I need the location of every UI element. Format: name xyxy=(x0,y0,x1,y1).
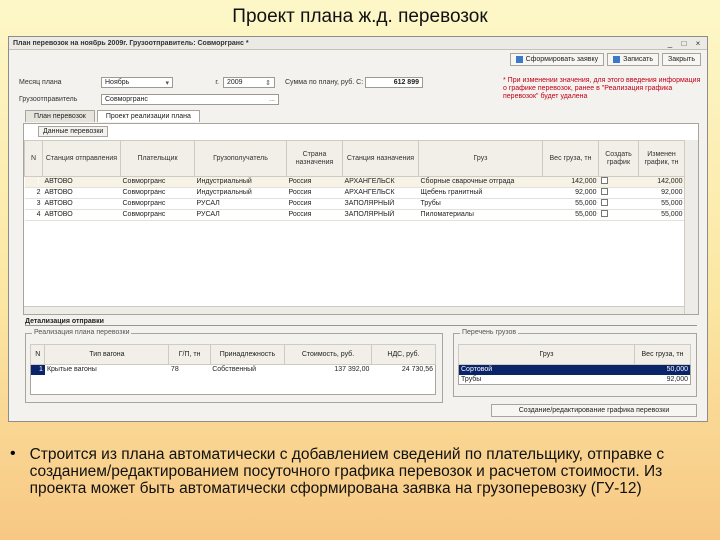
cell-create xyxy=(599,188,639,199)
realization-title: Реализация плана перевозки xyxy=(34,329,130,336)
window-titlebar xyxy=(9,37,707,50)
col-cost[interactable]: Стоимость, руб. xyxy=(285,345,372,365)
month-label: Месяц плана xyxy=(19,79,62,86)
col-from[interactable]: Станция отправления xyxy=(43,141,121,177)
cell-changed: 55,000 xyxy=(639,210,685,221)
row-number: 4 xyxy=(25,210,43,221)
col-cargo[interactable]: Груз xyxy=(419,141,543,177)
col-country[interactable]: Страна назначения xyxy=(287,141,343,177)
realization-group xyxy=(25,329,443,403)
table-row[interactable] xyxy=(31,365,436,375)
cell-country: Россия xyxy=(287,199,343,210)
cell-payer: Совморгранс xyxy=(121,199,195,210)
cell-from: АВТОВО xyxy=(43,210,121,221)
sum-value: 612 899 xyxy=(393,79,419,86)
row-number: 3 xyxy=(25,199,43,210)
bullet-icon: • xyxy=(10,445,16,462)
cell-consignee: Индустриальный xyxy=(195,177,287,188)
tab-bar xyxy=(25,110,200,122)
col-cargo[interactable]: Груз xyxy=(459,345,635,365)
month-select[interactable] xyxy=(101,77,173,88)
cell-to: АРХАНГЕЛЬСК xyxy=(343,177,419,188)
detail-label: Детализация отправки xyxy=(25,318,104,325)
year-value: 2009 xyxy=(227,79,243,86)
col-n[interactable]: N xyxy=(31,345,45,365)
cell-weight: 50,000 xyxy=(635,365,691,375)
form-order-button[interactable] xyxy=(510,53,605,66)
table-header xyxy=(25,141,685,177)
year-label: г. xyxy=(215,79,219,86)
sum-field[interactable] xyxy=(365,77,423,88)
create-schedule-button[interactable] xyxy=(491,404,697,417)
col-weight[interactable]: Вес груза, тн xyxy=(635,345,691,365)
cell-gp: 78 xyxy=(170,366,179,374)
col-vat[interactable]: НДС, руб. xyxy=(371,345,435,365)
divider xyxy=(25,325,697,326)
create-checkbox[interactable] xyxy=(601,177,608,184)
year-field[interactable] xyxy=(223,77,275,88)
col-changed[interactable]: Изменен график, тн xyxy=(639,141,685,177)
more-icon: ... xyxy=(269,96,275,103)
tab-project[interactable]: Проект реализации плана xyxy=(97,110,200,122)
cell-payer: Совморгранс xyxy=(121,177,195,188)
cell-cargo: Сортовой xyxy=(459,365,635,375)
create-schedule-label: Создание/редактирование графика перевозки xyxy=(518,407,670,414)
cell-consignee: РУСАЛ xyxy=(195,199,287,210)
cell-cargo: Трубы xyxy=(419,199,543,210)
col-consignee[interactable]: Грузополучатель xyxy=(195,141,287,177)
realization-table xyxy=(30,344,436,395)
save-button[interactable] xyxy=(607,53,659,66)
shipper-value: Совморгранс xyxy=(105,96,148,103)
month-value: Ноябрь xyxy=(105,79,130,86)
form-order-label: Сформировать заявку xyxy=(525,56,599,63)
table-row[interactable] xyxy=(25,210,685,221)
vertical-scrollbar[interactable] xyxy=(684,140,698,314)
toolbar xyxy=(510,53,701,66)
cell-changed: 142,000 xyxy=(639,177,685,188)
shipper-row xyxy=(19,94,279,105)
cell-to: ЗАПОЛЯРНЫЙ xyxy=(343,199,419,210)
cell-from: АВТОВО xyxy=(43,188,121,199)
table-row xyxy=(31,375,436,385)
cell-cargo: Трубы xyxy=(461,375,482,383)
cell-changed: 92,000 xyxy=(639,188,685,199)
shipper-label: Грузоотправитель xyxy=(19,96,78,103)
row-number: 1 xyxy=(25,177,43,188)
month-row xyxy=(19,77,423,88)
cell-weight: 92,000 xyxy=(666,375,688,383)
document-icon xyxy=(516,56,523,63)
cell-cargo: Пиломатериалы xyxy=(419,210,543,221)
cell-owner: Собственный xyxy=(212,366,257,374)
create-checkbox[interactable] xyxy=(601,199,608,206)
col-n[interactable]: N xyxy=(25,141,43,177)
cargo-group xyxy=(453,329,697,397)
cell-weight: 55,000 xyxy=(543,210,599,221)
close-window-button[interactable]: × xyxy=(695,38,701,48)
cell-country: Россия xyxy=(287,177,343,188)
row-number: 2 xyxy=(25,188,43,199)
chevron-down-icon: ▾ xyxy=(165,79,169,87)
plan-window xyxy=(8,36,708,422)
slide-title: Проект плана ж.д. перевозок xyxy=(232,6,488,27)
create-checkbox[interactable] xyxy=(601,188,608,195)
cell-weight: 55,000 xyxy=(543,199,599,210)
col-gp[interactable]: Г/П, тн xyxy=(169,345,210,365)
cell-consignee: Индустриальный xyxy=(195,188,287,199)
col-create[interactable]: Создать график xyxy=(599,141,639,177)
cell-weight: 92,000 xyxy=(543,188,599,199)
maximize-button[interactable]: □ xyxy=(681,38,687,48)
cell-cargo: Сборные сварочные отграда xyxy=(419,177,543,188)
sum-label: Сумма по плану, руб. С: xyxy=(285,79,364,86)
cell-from: АВТОВО xyxy=(43,199,121,210)
table-row[interactable] xyxy=(459,365,691,375)
save-icon xyxy=(613,56,620,63)
bullet-text: Строится из плана автоматически с добавлением сведений по плательщику, отправке с созданием/редактированием посуточного графика перевозок и расчетом стоимости. Из проекта может быть автоматически сформирована заявка на грузоперевозку (ГУ-12) xyxy=(29,446,665,497)
table-row[interactable] xyxy=(25,177,685,188)
cargo-title: Перечень грузов xyxy=(462,329,517,336)
bullet-item xyxy=(8,446,708,497)
cell-payer: Совморгранс xyxy=(121,210,195,221)
cell-create xyxy=(599,210,639,221)
cell-create xyxy=(599,177,639,188)
tab-plan[interactable]: План перевозок xyxy=(25,110,95,122)
cell-changed: 55,000 xyxy=(639,199,685,210)
table-header xyxy=(31,345,436,365)
cell-cargo: Щебень гранитный xyxy=(419,188,543,199)
table-row[interactable] xyxy=(459,375,691,385)
cell-to: АРХАНГЕЛЬСК xyxy=(343,188,419,199)
cell-wagon-type: Крытые вагоны xyxy=(46,366,97,374)
cargo-table xyxy=(458,344,691,385)
col-payer[interactable]: Плательщик xyxy=(121,141,195,177)
warning-note: * При изменении значения, для этого введения информация о графике перевозок, ранее в "Реализация графика перевозок" будет удалена xyxy=(503,77,701,100)
col-owner[interactable]: Принадлежность xyxy=(210,345,284,365)
cell-from: АВТОВО xyxy=(43,177,121,188)
save-label: Записать xyxy=(623,56,654,63)
shipment-data-button[interactable]: Данные перевозки xyxy=(38,126,108,137)
row-number: 1 xyxy=(31,365,45,375)
cell-to: ЗАПОЛЯРНЫЙ xyxy=(343,210,419,221)
table-row[interactable] xyxy=(25,199,685,210)
minimize-button[interactable]: _ xyxy=(667,38,673,48)
horizontal-scrollbar[interactable] xyxy=(24,306,684,314)
cell-country: Россия xyxy=(287,210,343,221)
cell-vat: 24 730,56 xyxy=(401,366,433,374)
plan-table xyxy=(24,140,685,221)
close-button[interactable] xyxy=(662,53,701,66)
table-row[interactable] xyxy=(25,188,685,199)
table-row xyxy=(31,385,436,395)
col-wagon-type[interactable]: Тип вагона xyxy=(45,345,169,365)
cell-create xyxy=(599,199,639,210)
plan-grid-panel xyxy=(23,123,699,315)
close-label: Закрыть xyxy=(668,56,695,63)
cell-consignee: РУСАЛ xyxy=(195,210,287,221)
spinner-icon: ⇕ xyxy=(265,79,271,87)
shipper-select[interactable] xyxy=(101,94,279,105)
window-title: План перевозок на ноябрь 2009г. Грузоотправитель: Совморгранс * xyxy=(13,39,249,47)
cell-weight: 142,000 xyxy=(543,177,599,188)
create-checkbox[interactable] xyxy=(601,210,608,217)
col-to[interactable]: Станция назначения xyxy=(343,141,419,177)
table-header xyxy=(459,345,691,365)
cell-payer: Совморгранс xyxy=(121,188,195,199)
cell-country: Россия xyxy=(287,188,343,199)
col-weight[interactable]: Вес груза, тн xyxy=(543,141,599,177)
cell-cost: 137 392,00 xyxy=(334,366,370,374)
